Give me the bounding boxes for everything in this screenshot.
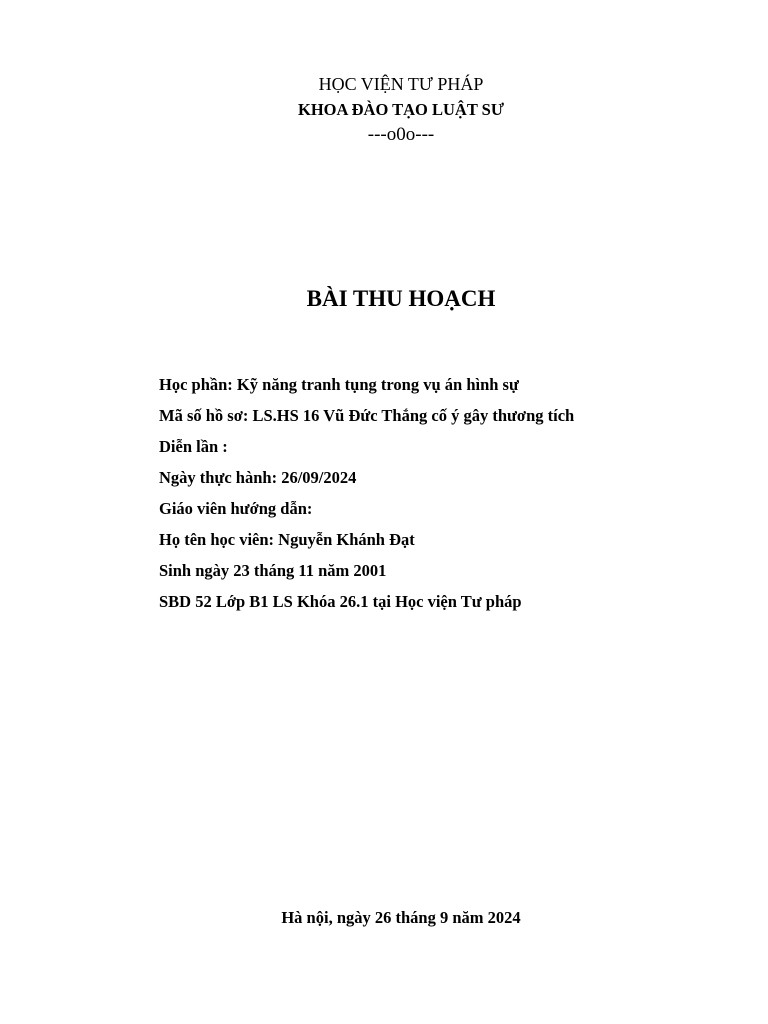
detail-practice-date: Ngày thực hành: 26/09/2024	[159, 468, 357, 487]
header-ornament: ---o0o---	[367, 124, 435, 145]
detail-course: Học phần: Kỹ năng tranh tụng trong vụ án hình sự	[159, 375, 519, 394]
detail-birth-date: Sinh ngày 23 tháng 11 năm 2001	[159, 561, 387, 580]
detail-case-file: Mã số hồ sơ: LS.HS 16 Vũ Đức Thắng cố ý gây thương tích	[159, 406, 575, 425]
details-block	[159, 369, 739, 617]
detail-instructor: Giáo viên hướng dẫn:	[159, 499, 313, 518]
detail-session: Diễn lần :	[159, 437, 228, 456]
document-title: BÀI THU HOẠCH	[306, 286, 496, 311]
faculty-name: KHOA ĐÀO TẠO LUẬT SƯ	[298, 100, 504, 119]
document-header	[0, 72, 768, 148]
detail-student-name: Họ tên học viên: Nguyễn Khánh Đạt	[159, 530, 415, 549]
place-and-date: Hà nội, ngày 26 tháng 9 năm 2024	[281, 908, 521, 927]
detail-class-info: SBD 52 Lớp B1 LS Khóa 26.1 tại Học viện Tư pháp	[159, 592, 522, 611]
institution-name: HỌC VIỆN TƯ PHÁP	[318, 74, 484, 94]
